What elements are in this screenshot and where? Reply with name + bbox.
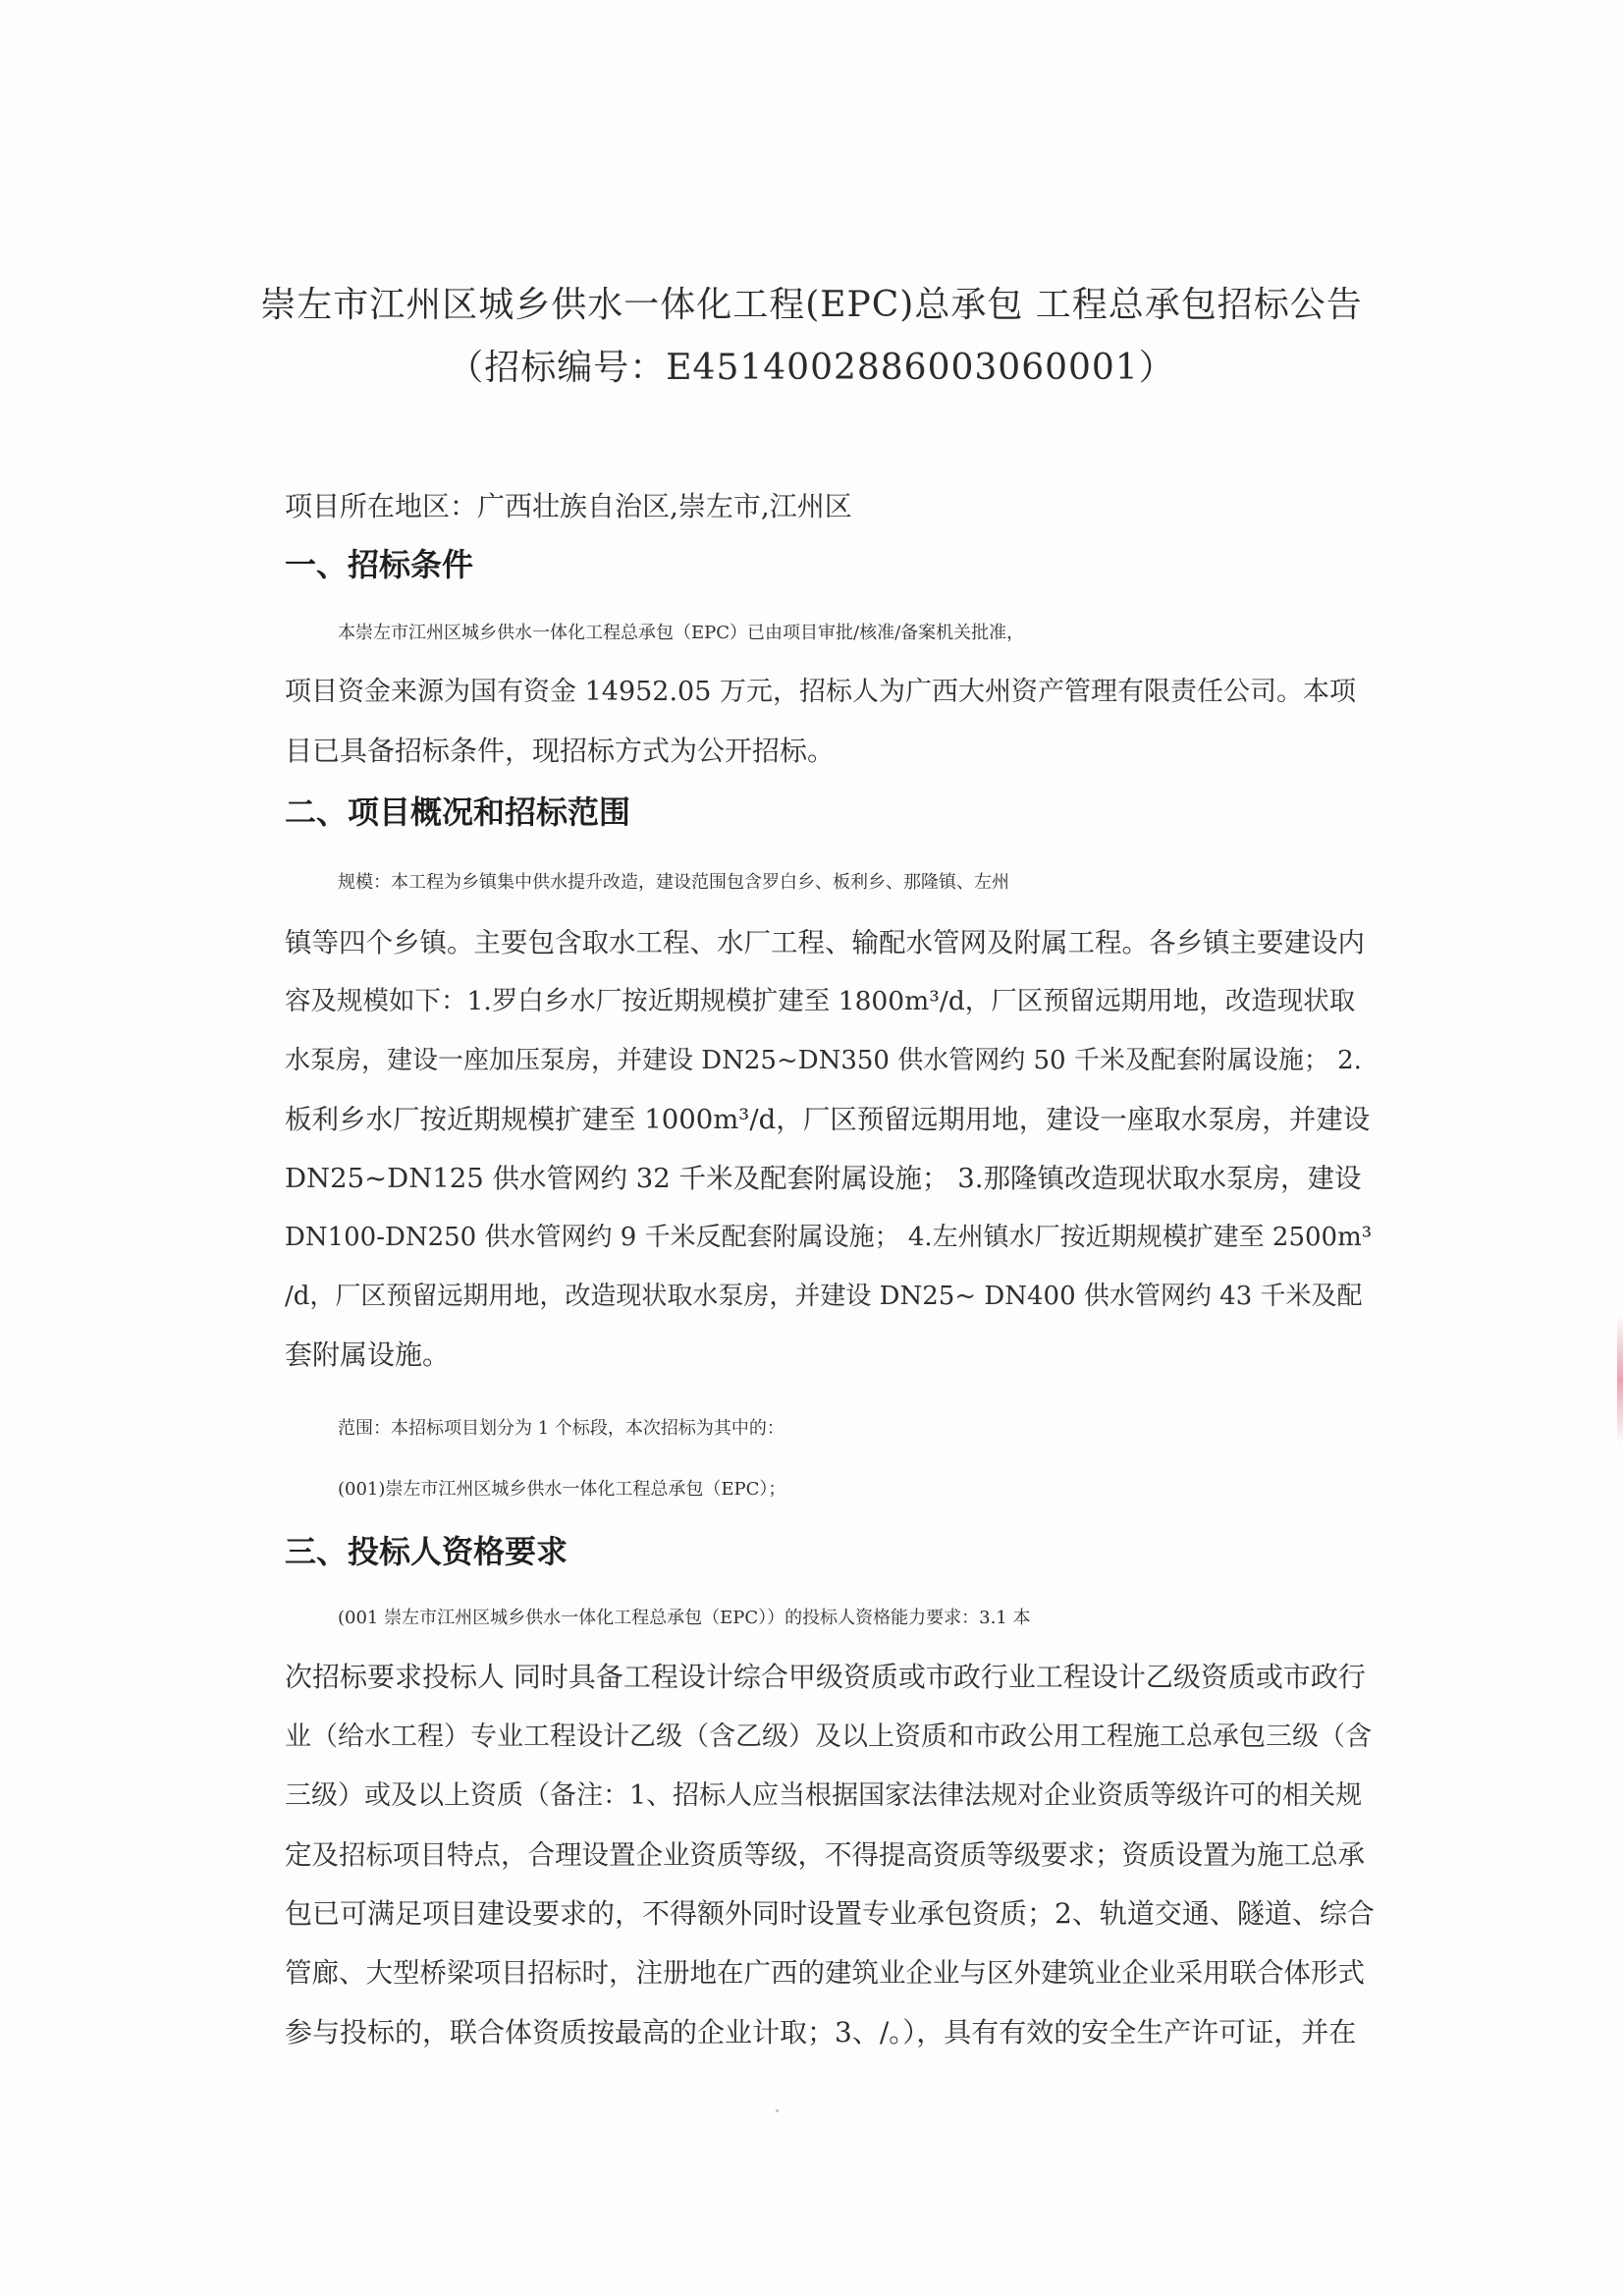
paragraph-line: 三级）或及以上资质（备注：1、招标人应当根据国家法律法规对企业资质等级许可的相关规 <box>285 1780 1363 1811</box>
scan-artifact <box>776 2109 779 2112</box>
paragraph-line: 管廊、大型桥梁项目招标时，注册地在广西的建筑业企业与区外建筑业企业采用联合体形式 <box>285 1957 1365 1989</box>
paragraph-line: DN25~DN125 供水管网约 32 千米及配套附属设施； 3.那隆镇改造现状取水泵房，建设 <box>285 1163 1362 1194</box>
paragraph-line: 容及规模如下：1.罗白乡水厂按近期规模扩建至 1800m³/d，厂区预留远期用地，改造现状取 <box>285 986 1356 1016</box>
section-heading-project-overview: 二、项目概况和招标范围 <box>285 793 631 831</box>
paragraph-line: DN100-DN250 供水管网约 9 千米反配套附属设施； 4.左州镇水厂按近期规模扩建至 2500m³ <box>285 1223 1373 1252</box>
paragraph-line: 规模：本工程为乡镇集中供水提升改造，建设范围包含罗白乡、板利乡、那隆镇、左州 <box>338 872 1009 893</box>
paragraph-line: 项目资金来源为国有资金 14952.05 万元，招标人为广西大州资产管理有限责任公司。本项 <box>285 677 1356 707</box>
section-heading-bidding-conditions: 一、招标条件 <box>285 546 474 583</box>
paragraph-line: /d，厂区预留远期用地，改造现状取水泵房，并建设 DN25~ DN400 供水管网约 43 千米及配 <box>285 1282 1363 1311</box>
paragraph-line: 套附属设施。 <box>285 1339 451 1371</box>
seal-edge-mark <box>1617 1316 1623 1444</box>
paragraph-line: 包已可满足项目建设要求的，不得额外同时设置专业承包资质；2、轨道交通、隧道、综合 <box>285 1897 1375 1930</box>
paragraph-line: 本崇左市江州区城乡供水一体化工程总承包（EPC）已由项目审批/核准/备案机关批准， <box>338 623 1025 643</box>
tender-number: （招标编号：E4514002886003060001） <box>448 348 1175 388</box>
paragraph-line: 业（给水工程）专业工程设计乙级（含乙级）及以上资质和市政公用工程施工总承包三级（含 <box>285 1722 1372 1752</box>
paragraph-line: 次招标要求投标人 同时具备工程设计综合甲级资质或市政行业工程设计乙级资质或市政行 <box>285 1661 1366 1693</box>
section-heading-bidder-qualifications: 三、投标人资格要求 <box>285 1533 568 1570</box>
document-title: 崇左市江州区城乡供水一体化工程(EPC)总承包 工程总承包招标公告 <box>260 285 1363 325</box>
scope-line: 范围：本招标项目划分为 1 个标段，本次招标为其中的： <box>338 1418 784 1439</box>
paragraph-line: 目已具备招标条件，现招标方式为公开招标。 <box>285 735 836 767</box>
paragraph-line: 板利乡水厂按近期规模扩建至 1000m³/d，厂区预留远期用地，建设一座取水泵房，并建设 <box>285 1104 1371 1135</box>
paragraph-line: 水泵房，建设一座加压泵房，并建设 DN25~DN350 供水管网约 50 千米及配套附属设施； 2. <box>285 1046 1362 1075</box>
paragraph-line: 定及招标项目特点，合理设置企业资质等级，不得提高资质等级要求；资质设置为施工总承 <box>285 1839 1365 1871</box>
paragraph-line: 参与投标的，联合体资质按最高的企业计取；3、/。），具有有效的安全生产许可证，并在 <box>285 2016 1357 2049</box>
paragraph-line: 镇等四个乡镇。主要包含取水工程、水厂工程、输配水管网及附属工程。各乡镇主要建设内 <box>285 927 1365 958</box>
scope-line: (001)崇左市江州区城乡供水一体化工程总承包（EPC）； <box>338 1479 786 1500</box>
paragraph-line: (001 崇左市江州区城乡供水一体化工程总承包（EPC））的投标人资格能力要求：3.1 本 <box>338 1608 1031 1628</box>
project-location: 项目所在地区：广西壮族自治区,崇左市,江州区 <box>285 490 852 522</box>
